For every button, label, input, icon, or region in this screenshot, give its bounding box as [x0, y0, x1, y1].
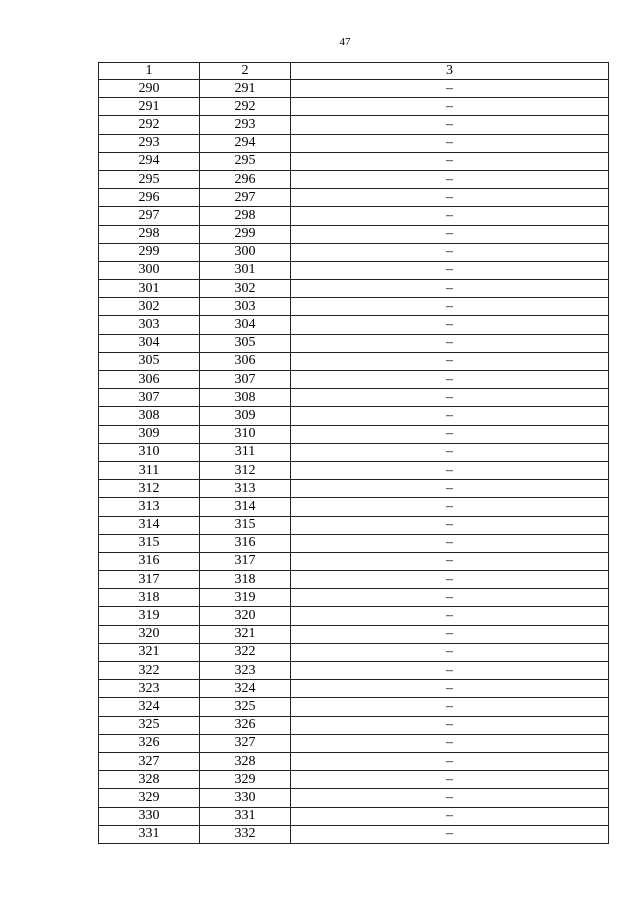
- table-row: [99, 589, 609, 607]
- table-row: [99, 461, 609, 479]
- table-cell-col-2: 315: [200, 516, 291, 534]
- table-cell-col-1: 320: [99, 625, 200, 643]
- table-cell-col-1: 308: [99, 407, 200, 425]
- table-cell-col-2: 304: [200, 316, 291, 334]
- table-row: [99, 807, 609, 825]
- table-cell-col-3: –: [291, 807, 609, 825]
- table-cell-col-2: 305: [200, 334, 291, 352]
- table-cell-col-3: –: [291, 480, 609, 498]
- table-cell-col-3: –: [291, 352, 609, 370]
- table-cell-col-3: –: [291, 134, 609, 152]
- table-row: [99, 98, 609, 116]
- table-cell-col-1: 331: [99, 825, 200, 843]
- table-cell-col-2: 332: [200, 825, 291, 843]
- table-cell-col-2: 306: [200, 352, 291, 370]
- table-cell-col-2: 293: [200, 116, 291, 134]
- table-cell-col-3: –: [291, 625, 609, 643]
- table-cell-col-3: –: [291, 371, 609, 389]
- table-cell-col-2: 331: [200, 807, 291, 825]
- table-cell-col-2: 309: [200, 407, 291, 425]
- table-cell-col-1: 302: [99, 298, 200, 316]
- table-cell-col-1: 304: [99, 334, 200, 352]
- table-row: [99, 607, 609, 625]
- table-cell-col-1: 303: [99, 316, 200, 334]
- table-cell-col-1: 309: [99, 425, 200, 443]
- table-cell-col-1: 310: [99, 443, 200, 461]
- table-row: [99, 498, 609, 516]
- table-cell-col-2: 316: [200, 534, 291, 552]
- table-cell-col-1: 312: [99, 480, 200, 498]
- table-row: [99, 189, 609, 207]
- table-cell-col-3: –: [291, 643, 609, 661]
- table-row: [99, 516, 609, 534]
- table-cell-col-3: –: [291, 152, 609, 170]
- table-cell-col-2: 303: [200, 298, 291, 316]
- table-row: [99, 207, 609, 225]
- table-cell-col-3: –: [291, 534, 609, 552]
- table-row: [99, 407, 609, 425]
- table-row: [99, 298, 609, 316]
- table-cell-col-1: 327: [99, 752, 200, 770]
- table-row: [99, 425, 609, 443]
- table-cell-col-2: 328: [200, 752, 291, 770]
- table-cell-col-2: 321: [200, 625, 291, 643]
- table-cell-col-3: –: [291, 207, 609, 225]
- table-cell-col-3: –: [291, 298, 609, 316]
- table-cell-col-1: 306: [99, 371, 200, 389]
- table-row: [99, 625, 609, 643]
- table-cell-col-3: –: [291, 334, 609, 352]
- table-cell-col-1: 292: [99, 116, 200, 134]
- table-cell-col-3: –: [291, 734, 609, 752]
- table-cell-col-2: 299: [200, 225, 291, 243]
- table-row: [99, 552, 609, 570]
- table-cell-col-3: –: [291, 680, 609, 698]
- table-cell-col-3: –: [291, 389, 609, 407]
- table-cell-col-3: –: [291, 752, 609, 770]
- table-cell-col-1: 319: [99, 607, 200, 625]
- table-row: [99, 825, 609, 843]
- table-cell-col-2: 318: [200, 571, 291, 589]
- table-row: [99, 80, 609, 98]
- table-cell-col-2: 311: [200, 443, 291, 461]
- table-row: [99, 571, 609, 589]
- table-cell-col-2: 295: [200, 152, 291, 170]
- table-cell-col-3: –: [291, 116, 609, 134]
- column-header-2: 2: [200, 63, 291, 80]
- table-cell-col-1: 318: [99, 589, 200, 607]
- table-row: [99, 534, 609, 552]
- table-row: [99, 280, 609, 298]
- table-cell-col-2: 324: [200, 680, 291, 698]
- table-row: [99, 316, 609, 334]
- table-cell-col-1: 307: [99, 389, 200, 407]
- table-cell-col-3: –: [291, 662, 609, 680]
- table-row: [99, 243, 609, 261]
- table-cell-col-2: 301: [200, 261, 291, 279]
- table-cell-col-1: 329: [99, 789, 200, 807]
- table-cell-col-3: –: [291, 571, 609, 589]
- data-table: [98, 62, 609, 844]
- table-cell-col-3: –: [291, 316, 609, 334]
- table-row: [99, 716, 609, 734]
- table-cell-col-3: –: [291, 98, 609, 116]
- table-cell-col-3: –: [291, 589, 609, 607]
- table-row: [99, 261, 609, 279]
- table-row: [99, 662, 609, 680]
- table-cell-col-2: 322: [200, 643, 291, 661]
- table-cell-col-2: 323: [200, 662, 291, 680]
- table-cell-col-1: 322: [99, 662, 200, 680]
- table-cell-col-3: –: [291, 280, 609, 298]
- table-cell-col-1: 326: [99, 734, 200, 752]
- table-body: [99, 63, 609, 844]
- table-cell-col-2: 329: [200, 771, 291, 789]
- table-cell-col-3: –: [291, 443, 609, 461]
- table-cell-col-1: 321: [99, 643, 200, 661]
- page-number: 47: [339, 36, 351, 48]
- table-cell-col-2: 297: [200, 189, 291, 207]
- table-cell-col-1: 330: [99, 807, 200, 825]
- table-cell-col-2: 298: [200, 207, 291, 225]
- table-cell-col-2: 330: [200, 789, 291, 807]
- table-row: [99, 698, 609, 716]
- table-cell-col-2: 312: [200, 461, 291, 479]
- table-row: [99, 170, 609, 188]
- table-cell-col-3: –: [291, 461, 609, 479]
- table-cell-col-3: –: [291, 243, 609, 261]
- table-row: [99, 680, 609, 698]
- table-row: [99, 334, 609, 352]
- table-row: [99, 152, 609, 170]
- table-cell-col-2: 300: [200, 243, 291, 261]
- table-cell-col-2: 314: [200, 498, 291, 516]
- table-cell-col-2: 294: [200, 134, 291, 152]
- table-cell-col-2: 320: [200, 607, 291, 625]
- table-cell-col-1: 317: [99, 571, 200, 589]
- table-cell-col-2: 326: [200, 716, 291, 734]
- table-cell-col-1: 316: [99, 552, 200, 570]
- table-row: [99, 789, 609, 807]
- table-cell-col-3: –: [291, 825, 609, 843]
- table-row: [99, 389, 609, 407]
- table-row: [99, 643, 609, 661]
- table-cell-col-1: 314: [99, 516, 200, 534]
- table-cell-col-1: 301: [99, 280, 200, 298]
- table-cell-col-1: 297: [99, 207, 200, 225]
- table-cell-col-3: –: [291, 716, 609, 734]
- table-cell-col-1: 323: [99, 680, 200, 698]
- table-row: [99, 225, 609, 243]
- table-cell-col-1: 293: [99, 134, 200, 152]
- table-cell-col-1: 328: [99, 771, 200, 789]
- table-cell-col-3: –: [291, 189, 609, 207]
- table-row: [99, 480, 609, 498]
- table-cell-col-3: –: [291, 698, 609, 716]
- table-cell-col-3: –: [291, 425, 609, 443]
- column-header-1: 1: [99, 63, 200, 80]
- table-cell-col-3: –: [291, 607, 609, 625]
- table-row: [99, 134, 609, 152]
- table-cell-col-2: 319: [200, 589, 291, 607]
- table-row: [99, 771, 609, 789]
- table-row: [99, 734, 609, 752]
- table-header-row: [99, 63, 609, 80]
- table-cell-col-3: –: [291, 80, 609, 98]
- table-cell-col-1: 290: [99, 80, 200, 98]
- table-cell-col-2: 307: [200, 371, 291, 389]
- table-cell-col-3: –: [291, 407, 609, 425]
- table-cell-col-3: –: [291, 261, 609, 279]
- table-cell-col-2: 313: [200, 480, 291, 498]
- table-cell-col-2: 296: [200, 170, 291, 188]
- table-cell-col-2: 291: [200, 80, 291, 98]
- table-cell-col-3: –: [291, 789, 609, 807]
- table-cell-col-1: 298: [99, 225, 200, 243]
- table-cell-col-1: 305: [99, 352, 200, 370]
- table-cell-col-1: 299: [99, 243, 200, 261]
- table-cell-col-1: 295: [99, 170, 200, 188]
- table-cell-col-1: 300: [99, 261, 200, 279]
- table-row: [99, 352, 609, 370]
- column-header-3: 3: [291, 63, 609, 80]
- table-cell-col-3: –: [291, 516, 609, 534]
- table-cell-col-1: 291: [99, 98, 200, 116]
- table-cell-col-2: 302: [200, 280, 291, 298]
- table-cell-col-2: 308: [200, 389, 291, 407]
- table-row: [99, 443, 609, 461]
- table-cell-col-2: 327: [200, 734, 291, 752]
- table-row: [99, 371, 609, 389]
- table-row: [99, 752, 609, 770]
- table-cell-col-2: 317: [200, 552, 291, 570]
- table-cell-col-2: 292: [200, 98, 291, 116]
- table-cell-col-1: 311: [99, 461, 200, 479]
- table-cell-col-3: –: [291, 552, 609, 570]
- table-cell-col-1: 313: [99, 498, 200, 516]
- table-row: [99, 116, 609, 134]
- table-cell-col-1: 315: [99, 534, 200, 552]
- table-cell-col-3: –: [291, 225, 609, 243]
- table-cell-col-3: –: [291, 771, 609, 789]
- table-cell-col-3: –: [291, 170, 609, 188]
- table-cell-col-3: –: [291, 498, 609, 516]
- table-cell-col-2: 325: [200, 698, 291, 716]
- table-cell-col-1: 325: [99, 716, 200, 734]
- table-cell-col-1: 324: [99, 698, 200, 716]
- table-cell-col-1: 296: [99, 189, 200, 207]
- table-cell-col-2: 310: [200, 425, 291, 443]
- table-cell-col-1: 294: [99, 152, 200, 170]
